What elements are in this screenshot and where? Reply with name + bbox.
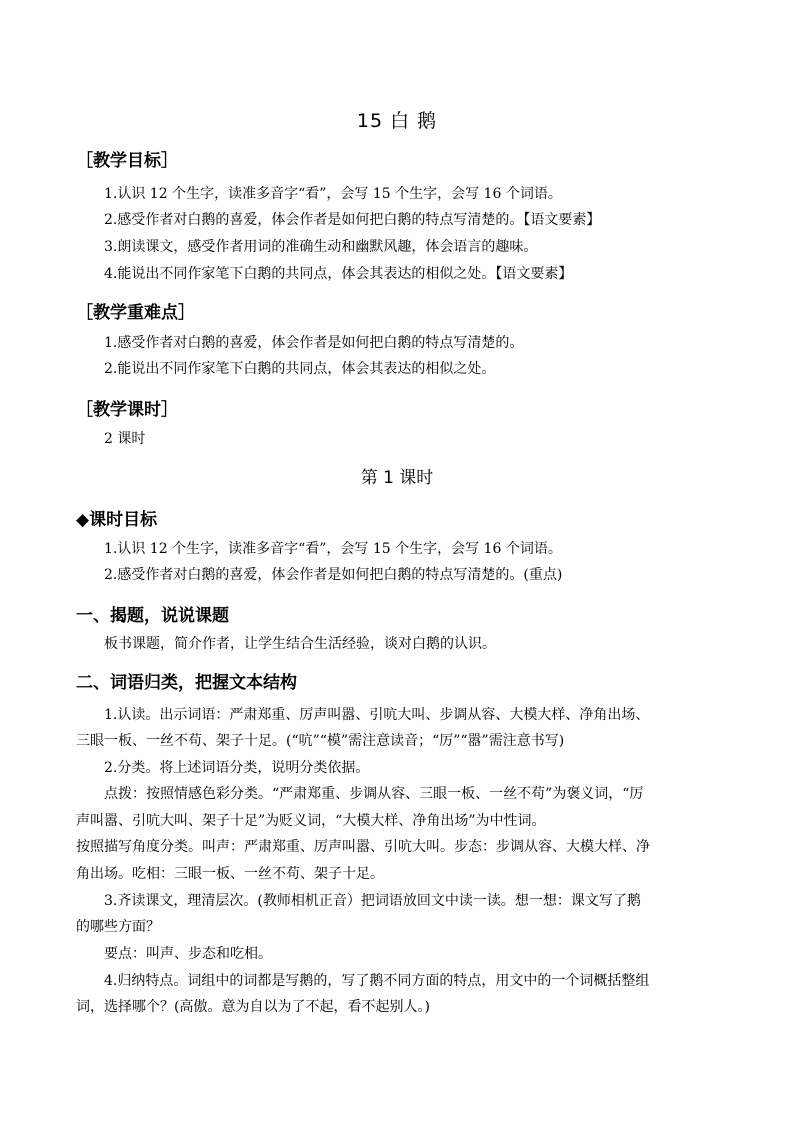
keypoints-heading: ［教学重难点］ (76, 303, 195, 323)
section2-line: 三眼一板、一丝不苟、架子十足。(“吭”“模”需注意读音；“厉”“嚣”需注意书写) (76, 733, 565, 749)
section2-line: 要点：叫声、步态和吃相。 (104, 946, 272, 962)
document-title: 15 白 鹅 (356, 110, 438, 132)
section1-text: 板书课题，简介作者，让学生结合生活经验，谈对白鹅的认识。 (104, 636, 496, 652)
keypoint-item-1: 1.感受作者对白鹅的喜爱，体会作者是如何把白鹅的特点写清楚的。 (104, 335, 524, 351)
lesson-goal-item-1: 1.认识 12 个生字，读准多音字“看”，会写 15 个生字，会写 16 个词语。 (104, 541, 562, 557)
section2-line: 的哪些方面？ (76, 919, 160, 935)
section2-line: 1.认读。出示词语：严肃郑重、厉声叫嚣、引吭大叫、步调从容、大模大样、净角出场、 (104, 707, 650, 723)
lesson-title: 第 1 课时 (360, 468, 434, 488)
lesson-goal-heading: ◆课时目标 (76, 510, 158, 530)
objective-item-1: 1.认识 12 个生字，读准多音字“看”，会写 15 个生字，会写 16 个词语。 (104, 186, 562, 202)
keypoint-item-2: 2.能说出不同作家笔下白鹅的共同点，体会其表达的相似之处。 (104, 361, 496, 377)
section2-line: 4.归纳特点。词组中的词都是写鹅的，写了鹅不同方面的特点，用文中的一个词概括整组 (104, 973, 650, 989)
hours-heading: ［教学课时］ (76, 400, 178, 420)
hours-text: 2 课时 (104, 431, 146, 447)
section2-line: 点拨：按照情感色彩分类。“严肃郑重、步调从容、三眼一板、一丝不苟”为褒义词，“厉 (104, 786, 644, 802)
section1-heading: 一、揭题，说说课题 (76, 606, 229, 626)
section2-line: 角出场。吃相：三眼一板、一丝不苟、架子十足。 (76, 866, 384, 882)
objective-item-4: 4.能说出不同作家笔下白鹅的共同点，体会其表达的相似之处。【语文要素】 (104, 266, 573, 282)
section2-line: 按照描写角度分类。叫声：严肃郑重、厉声叫嚣、引吭大叫。步态：步调从容、大模大样、净 (76, 839, 650, 855)
section2-line: 3.齐读课文，理清层次。(教师相机正音）把词语放回文中读一读。想一想：课文写了鹅 (104, 893, 641, 909)
objectives-heading: ［教学目标］ (76, 151, 178, 171)
section2-heading: 二、词语归类，把握文本结构 (76, 673, 297, 693)
section2-line: 词，选择哪个？(高傲。意为自以为了不起，看不起别人。) (76, 999, 430, 1015)
objective-item-3: 3.朗读课文，感受作者用词的准确生动和幽默风趣，体会语言的趣味。 (104, 239, 538, 255)
section2-line: 声叫嚣、引吭大叫、架子十足”为贬义词，“大模大样、净角出场”为中性词。 (76, 813, 546, 829)
objective-item-2: 2.感受作者对白鹅的喜爱，体会作者是如何把白鹅的特点写清楚的。【语文要素】 (104, 212, 601, 228)
section2-line: 2.分类。将上述词语分类，说明分类依据。 (104, 760, 370, 776)
lesson-goal-item-2: 2.感受作者对白鹅的喜爱，体会作者是如何把白鹅的特点写清楚的。(重点) (104, 567, 563, 583)
